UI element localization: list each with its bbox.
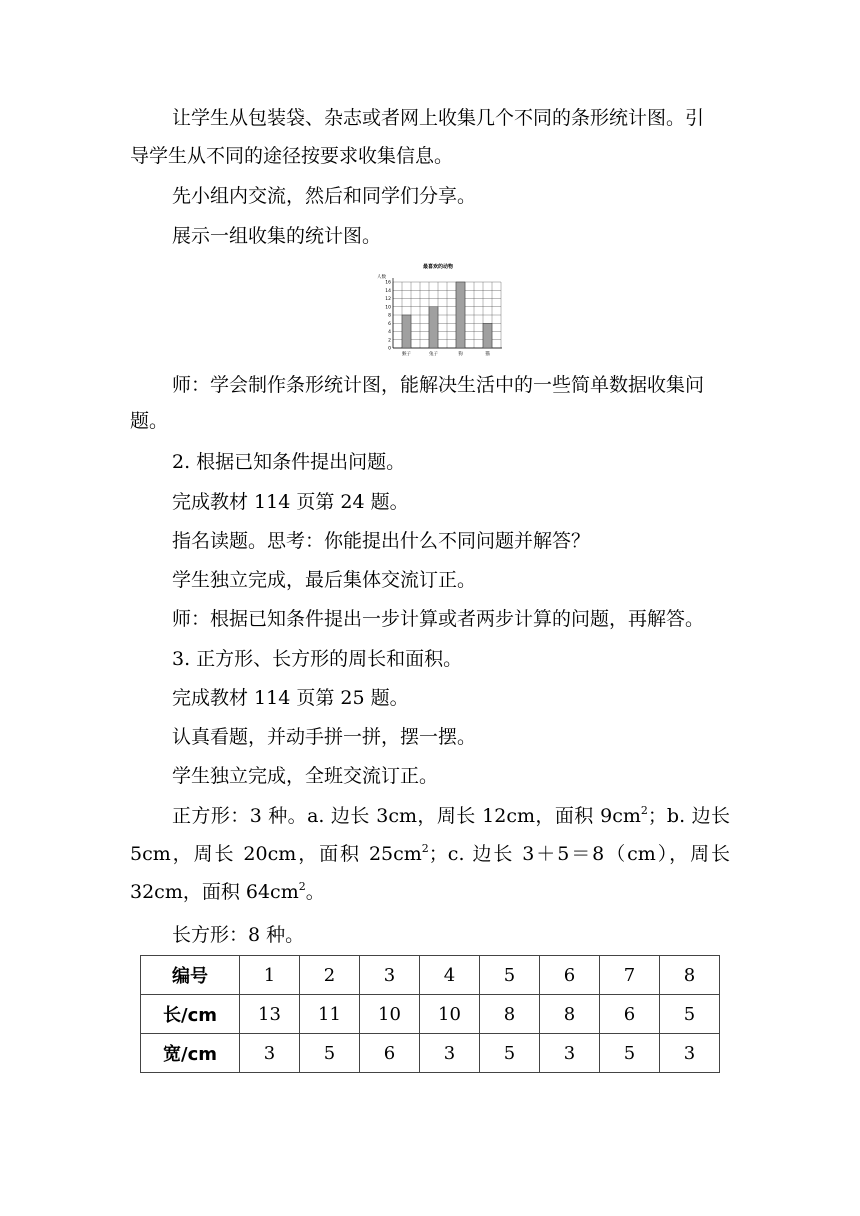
section-2-heading: 2. 根据已知条件提出问题。 (172, 451, 406, 473)
table-cell: 11 (300, 995, 360, 1034)
row-header: 编号 (141, 956, 240, 995)
chart-title: 最喜欢的动物 (422, 264, 454, 270)
table-cell: 3 (420, 1034, 480, 1073)
table-cell: 3 (240, 1034, 300, 1073)
table-cell: 3 (660, 1034, 720, 1073)
y-tick-label: 6 (388, 321, 391, 327)
y-tick-label: 16 (385, 280, 391, 286)
table-cell: 2 (300, 956, 360, 995)
table-cell: 5 (480, 1034, 540, 1073)
paragraph-8: 学生独立完成，最后集体交流订正。 (172, 569, 477, 591)
table-cell: 3 (540, 1034, 600, 1073)
table-row (141, 1034, 720, 1073)
table-cell: 8 (480, 995, 540, 1034)
paragraph-13: 学生独立完成，全班交流订正。 (172, 765, 439, 787)
y-tick-label: 10 (385, 305, 391, 311)
x-tick-label: 狗 (458, 352, 463, 357)
y-tick-label: 2 (388, 338, 391, 344)
rectangle-table (140, 955, 720, 1073)
square-text-1: 正方形：3 种。a. 边长 3cm，周长 12cm，面积 9cm (172, 805, 641, 827)
paragraph-4-line-1: 师：学会制作条形统计图，能解决生活中的一些简单数据收集问 (172, 374, 705, 396)
paragraph-3: 展示一组收集的统计图。 (172, 225, 382, 247)
paragraph-1-line-2: 导学生从不同的途径按要求收集信息。 (130, 145, 454, 167)
table-row (141, 956, 720, 995)
paragraph-9: 师：根据已知条件提出一步计算或者两步计算的问题，再解答。 (172, 608, 705, 630)
y-tick-label: 8 (388, 313, 391, 319)
superscript-3: 2 (298, 880, 306, 893)
table-cell: 3 (360, 956, 420, 995)
bar-0 (402, 315, 411, 348)
paragraph-12: 认真看题，并动手拼一拼，摆一摆。 (172, 726, 477, 748)
table-cell: 5 (300, 1034, 360, 1073)
paragraph-4-line-2: 题。 (130, 410, 169, 432)
y-axis-label: 人数 (377, 275, 386, 280)
paragraph-14 (130, 797, 730, 911)
table-cell: 7 (600, 956, 660, 995)
y-tick-label: 0 (388, 346, 391, 352)
table-cell: 1 (240, 956, 300, 995)
square-text-4: 。 (305, 881, 325, 903)
superscript-2: 2 (421, 842, 429, 855)
table-row (141, 995, 720, 1034)
paragraph-7: 指名读题。思考：你能提出什么不同问题并解答？ (172, 530, 591, 552)
square-text-3: ；c. 边长 3＋5＝8（cm），周长 32cm，面积 64cm (130, 843, 730, 903)
table-cell: 4 (420, 956, 480, 995)
table-cell: 5 (660, 995, 720, 1034)
paragraph-6: 完成教材 114 页第 24 题。 (172, 491, 409, 513)
table-cell: 10 (420, 995, 480, 1034)
y-tick-label: 4 (388, 330, 391, 336)
paragraph-2: 先小组内交流，然后和同学们分享。 (172, 185, 477, 207)
x-tick-label: 兔子 (429, 352, 438, 357)
bar-2 (456, 282, 465, 348)
bar-3 (483, 323, 492, 348)
bar-1 (429, 307, 438, 348)
y-tick-label: 12 (385, 297, 391, 303)
y-tick-label: 14 (385, 288, 391, 294)
table-cell: 8 (540, 995, 600, 1034)
table-cell: 6 (360, 1034, 420, 1073)
table-cell: 6 (600, 995, 660, 1034)
square-text-2: ；b. 边长 5cm，周长 20cm，面积 25cm (130, 805, 730, 865)
bar-chart (373, 262, 503, 362)
table-cell: 13 (240, 995, 300, 1034)
row-header: 长/cm (141, 995, 240, 1034)
paragraph-11: 完成教材 114 页第 25 题。 (172, 687, 409, 709)
table-cell: 8 (660, 956, 720, 995)
x-tick-label: 猫 (485, 352, 490, 357)
paragraph-1-line-1: 让学生从包装袋、杂志或者网上收集几个不同的条形统计图。引 (172, 107, 705, 129)
x-tick-label: 猴子 (402, 352, 411, 357)
paragraph-15: 长方形：8 种。 (172, 924, 305, 946)
table-cell: 5 (600, 1034, 660, 1073)
table-cell: 10 (360, 995, 420, 1034)
row-header: 宽/cm (141, 1034, 240, 1073)
section-3-heading: 3. 正方形、长方形的周长和面积。 (172, 648, 463, 670)
table-cell: 5 (480, 956, 540, 995)
table-cell: 6 (540, 956, 600, 995)
superscript-1: 2 (640, 804, 648, 817)
